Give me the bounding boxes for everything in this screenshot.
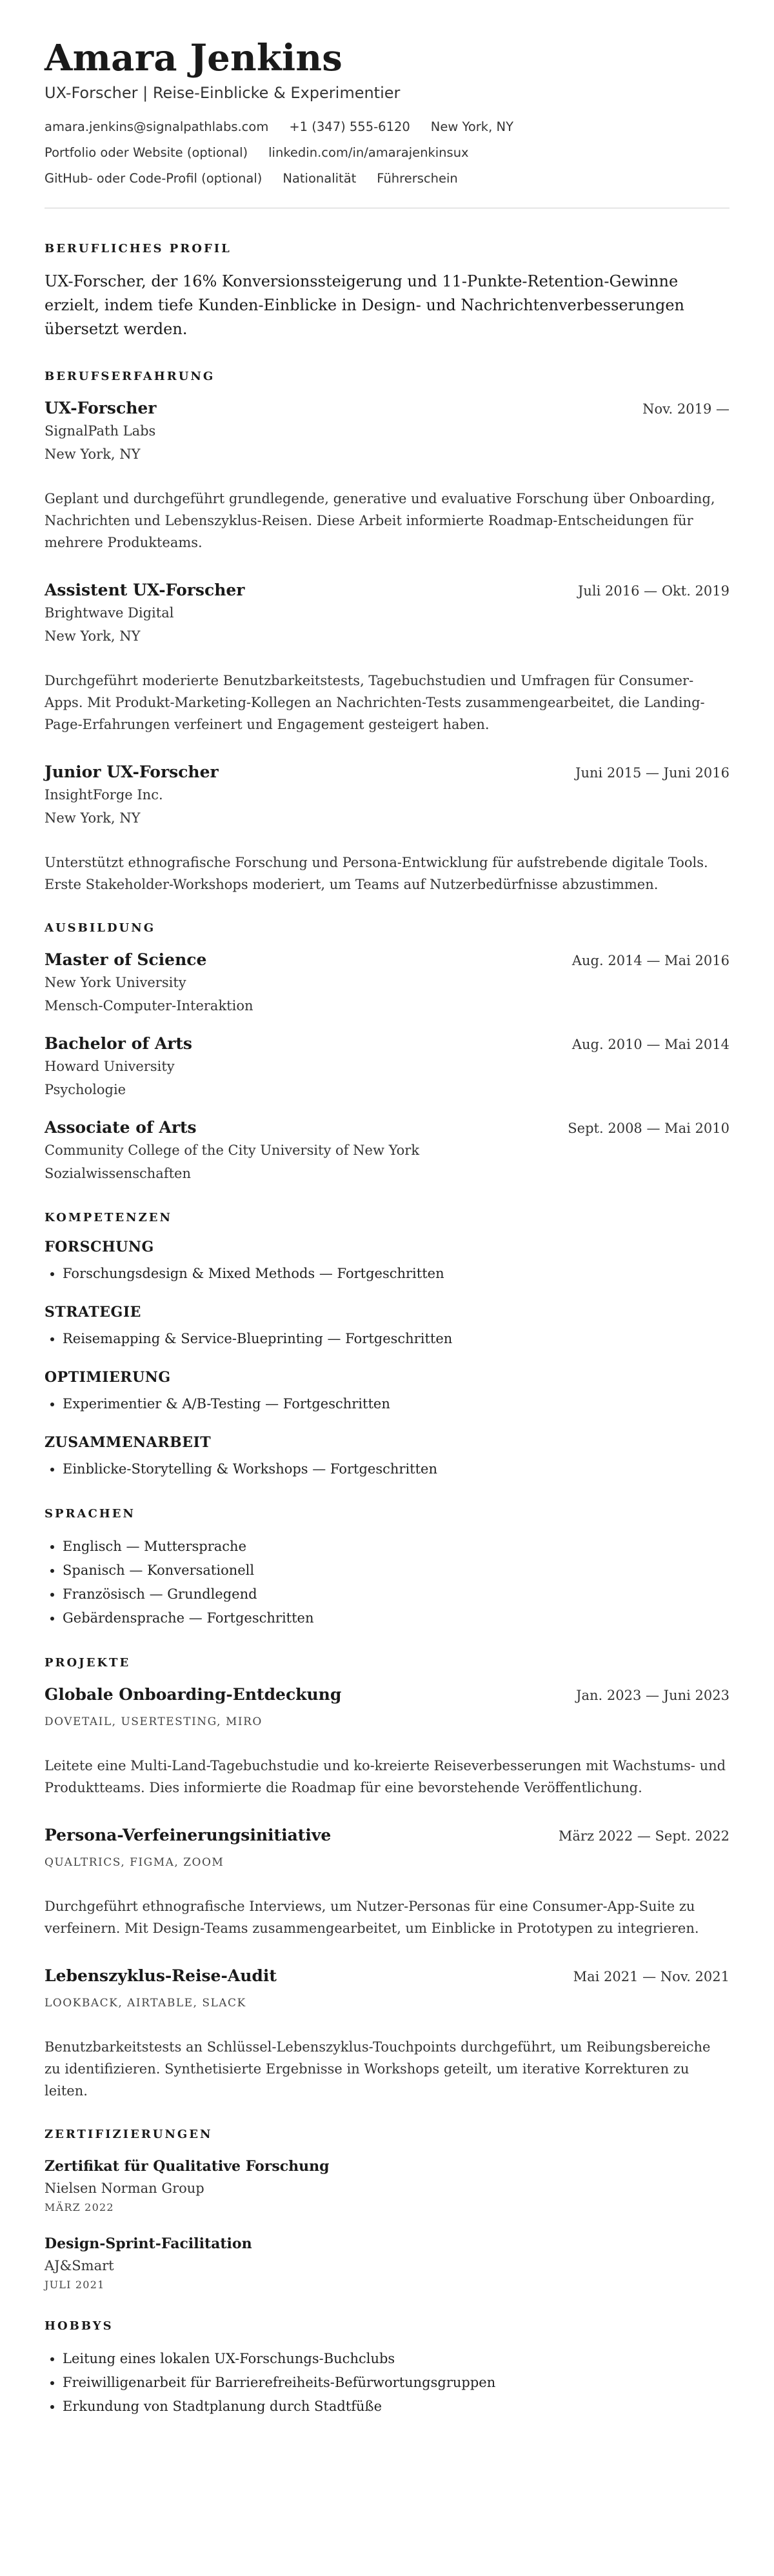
contact-linkedin[interactable]: linkedin.com/in/amarajenkinsux	[268, 145, 469, 161]
skills-heading: KOMPETENZEN	[45, 1211, 172, 1225]
skill-list	[45, 1327, 729, 1351]
language-list	[45, 1535, 729, 1630]
hobby-item: • Leitung eines lokalen UX-Forschungs-Buchclubs	[63, 2347, 729, 2371]
cert-name: Zertifikat für Qualitative Forschung	[45, 2158, 330, 2175]
hobbies-heading: HOBBYS	[45, 2319, 114, 2333]
skill-list	[45, 1457, 729, 1481]
project-dates: März 2022 — Sept. 2022	[558, 1828, 729, 1844]
project-tech: LOOKBACK, AIRTABLE, SLACK	[45, 1997, 246, 2010]
skill-list	[45, 1262, 729, 1286]
project-description: Durchgeführt ethnografische Interviews, um Nutzer-Personas für eine Consumer-App-Suite zu verfeinern. Mit Design-Teams zusammengearbeitet, um Einblicke in Prototypen zu integrieren.	[45, 1899, 699, 1937]
certification-item	[45, 2233, 729, 2293]
profile-summary: UX-Forscher, der 16% Konversionssteigerung und 11-Punkte-Retention-Gewinne erzielt, indem tiefe Kunden-Einblicke in Design- und Nachrichtenverbesserungen übersetzt werden.	[45, 272, 685, 339]
job-role: Junior UX-Forscher	[45, 763, 219, 782]
project-description: Leitete eine Multi-Land-Tagebuchstudie und ko-kreierte Reiseverbesserungen mit Wachstums- und Produktteams. Dies informierte die Roadmap für eine bevorstehende Veröffentlichung.	[45, 1758, 726, 1796]
skill-category: ZUSAMMENARBEIT	[45, 1434, 212, 1452]
job-dates: Nov. 2019 —	[642, 401, 729, 417]
edu-school: Howard University	[45, 1059, 175, 1075]
certification-item	[45, 2155, 729, 2216]
edu-school: Community College of the City University of New York	[45, 1143, 420, 1159]
project-item	[45, 1965, 729, 2102]
cert-date: MÄRZ 2022	[45, 2201, 114, 2214]
education-heading: AUSBILDUNG	[45, 921, 156, 935]
contact-row-primary	[45, 120, 729, 134]
profile-heading: BERUFLICHES PROFIL	[45, 242, 232, 256]
experience-item	[45, 761, 729, 895]
language-item: • Englisch — Muttersprache	[63, 1535, 729, 1559]
job-description: Unterstützt ethnografische Forschung und Persona-Entwicklung für aufstrebende digitale Tools. Erste Stakeholder-Workshops moderiert, um Teams auf Nutzerbedürfnisse abzustimmen.	[45, 855, 708, 893]
edu-dates: Sept. 2008 — Mai 2010	[568, 1121, 729, 1137]
job-dates: Juli 2016 — Okt. 2019	[577, 583, 729, 599]
job-role: Assistent UX-Forscher	[45, 581, 245, 600]
language-item: • Gebärdensprache — Fortgeschritten	[63, 1606, 729, 1630]
skill-item: • Experimentier & A/B-Testing — Fortgeschritten	[63, 1392, 729, 1416]
edu-degree: Master of Science	[45, 950, 207, 970]
job-role: UX-Forscher	[45, 399, 157, 418]
job-company: SignalPath Labs	[45, 423, 156, 439]
project-name: Globale Onboarding-Entdeckung	[45, 1685, 342, 1704]
cert-name: Design-Sprint-Facilitation	[45, 2235, 252, 2253]
cert-date: JULI 2021	[45, 2279, 105, 2291]
skill-item: • Reisemapping & Service-Blueprinting — Fortgeschritten	[63, 1327, 729, 1351]
skill-category: OPTIMIERUNG	[45, 1369, 171, 1386]
job-company: InsightForge Inc.	[45, 787, 163, 803]
candidate-tagline: UX-Forscher | Reise-Einblicke & Experimentier	[45, 84, 401, 103]
language-item: • Französisch — Grundlegend	[63, 1583, 729, 1606]
edu-field: Sozialwissenschaften	[45, 1166, 191, 1182]
skill-category: FORSCHUNG	[45, 1239, 154, 1256]
contact-phone[interactable]: +1 (347) 555-6120	[289, 119, 410, 135]
hobby-list	[45, 2347, 729, 2419]
project-name: Persona-Verfeinerungsinitiative	[45, 1826, 332, 1845]
project-dates: Jan. 2023 — Juni 2023	[576, 1688, 729, 1704]
project-dates: Mai 2021 — Nov. 2021	[573, 1969, 729, 1985]
job-location: New York, NY	[45, 628, 141, 644]
contact-portfolio[interactable]: Portfolio oder Website (optional)	[45, 145, 248, 161]
contact-nationality: Nationalität	[283, 171, 357, 186]
job-dates: Juni 2015 — Juni 2016	[575, 765, 729, 781]
experience-item	[45, 397, 729, 554]
edu-dates: Aug. 2014 — Mai 2016	[571, 953, 729, 969]
edu-school: New York University	[45, 975, 186, 991]
contact-row-extra	[45, 172, 729, 186]
project-tech: QUALTRICS, FIGMA, ZOOM	[45, 1856, 224, 1870]
project-item	[45, 1684, 729, 1799]
hobby-item: • Erkundung von Stadtplanung durch Stadtfüße	[63, 2395, 729, 2419]
edu-dates: Aug. 2010 — Mai 2014	[571, 1037, 729, 1053]
contact-license: Führerschein	[377, 171, 458, 186]
edu-field: Mensch-Computer-Interaktion	[45, 998, 253, 1014]
language-item: • Spanisch — Konversationell	[63, 1559, 729, 1583]
edu-degree: Bachelor of Arts	[45, 1034, 193, 1053]
job-location: New York, NY	[45, 810, 141, 826]
education-item	[45, 1117, 729, 1185]
job-company: Brightwave Digital	[45, 605, 174, 621]
skill-category: STRATEGIE	[45, 1304, 141, 1321]
project-item	[45, 1824, 729, 1939]
contact-row-links	[45, 146, 729, 160]
edu-degree: Associate of Arts	[45, 1118, 197, 1137]
contact-email[interactable]: amara.jenkins@signalpathlabs.com	[45, 119, 269, 135]
contact-github[interactable]: GitHub- oder Code-Profil (optional)	[45, 171, 263, 186]
education-item	[45, 1033, 729, 1101]
contact-location: New York, NY	[430, 119, 513, 135]
project-tech: DOVETAIL, USERTESTING, MIRO	[45, 1715, 263, 1729]
projects-heading: PROJEKTE	[45, 1656, 131, 1670]
experience-item	[45, 579, 729, 735]
cert-issuer: Nielsen Norman Group	[45, 2181, 204, 2197]
edu-field: Psychologie	[45, 1082, 126, 1098]
job-description: Durchgeführt moderierte Benutzbarkeitstests, Tagebuchstudien und Umfragen für Consumer-Apps. Mit Produkt-Marketing-Kollegen an Nachrichten-Tests zusammengearbeitet, die Landing-Page-Erfahrungen verfeinert und Engagement gesteigert haben.	[45, 673, 705, 733]
job-description: Geplant und durchgeführt grundlegende, generative und evaluative Forschung über Onboarding, Nachrichten und Lebenszyklus-Reisen. Diese Arbeit informierte Roadmap-Entscheidungen für mehrere Produkteams.	[45, 491, 715, 551]
hobby-item: • Freiwilligenarbeit für Barrierefreiheits-Befürwortungsgruppen	[63, 2371, 729, 2395]
cert-issuer: AJ&Smart	[45, 2258, 114, 2274]
skill-list	[45, 1392, 729, 1416]
certifications-heading: ZERTIFIZIERUNGEN	[45, 2128, 213, 2142]
project-description: Benutzbarkeitstests an Schlüssel-Lebenszyklus-Touchpoints durchgeführt, um Reibungsbereiche zu identifizieren. Synthetisierte Ergebnisse in Workshops geteilt, um iterative Korrekturen zu leiten.	[45, 2039, 711, 2099]
languages-heading: SPRACHEN	[45, 1507, 135, 1521]
skill-item: • Forschungsdesign & Mixed Methods — Fortgeschritten	[63, 1262, 729, 1286]
education-item	[45, 949, 729, 1017]
candidate-name: Amara Jenkins	[45, 37, 343, 79]
experience-heading: BERUFSERFAHRUNG	[45, 370, 215, 384]
project-name: Lebenszyklus-Reise-Audit	[45, 1966, 277, 1986]
skill-item: • Einblicke-Storytelling & Workshops — Fortgeschritten	[63, 1457, 729, 1481]
job-location: New York, NY	[45, 446, 141, 463]
